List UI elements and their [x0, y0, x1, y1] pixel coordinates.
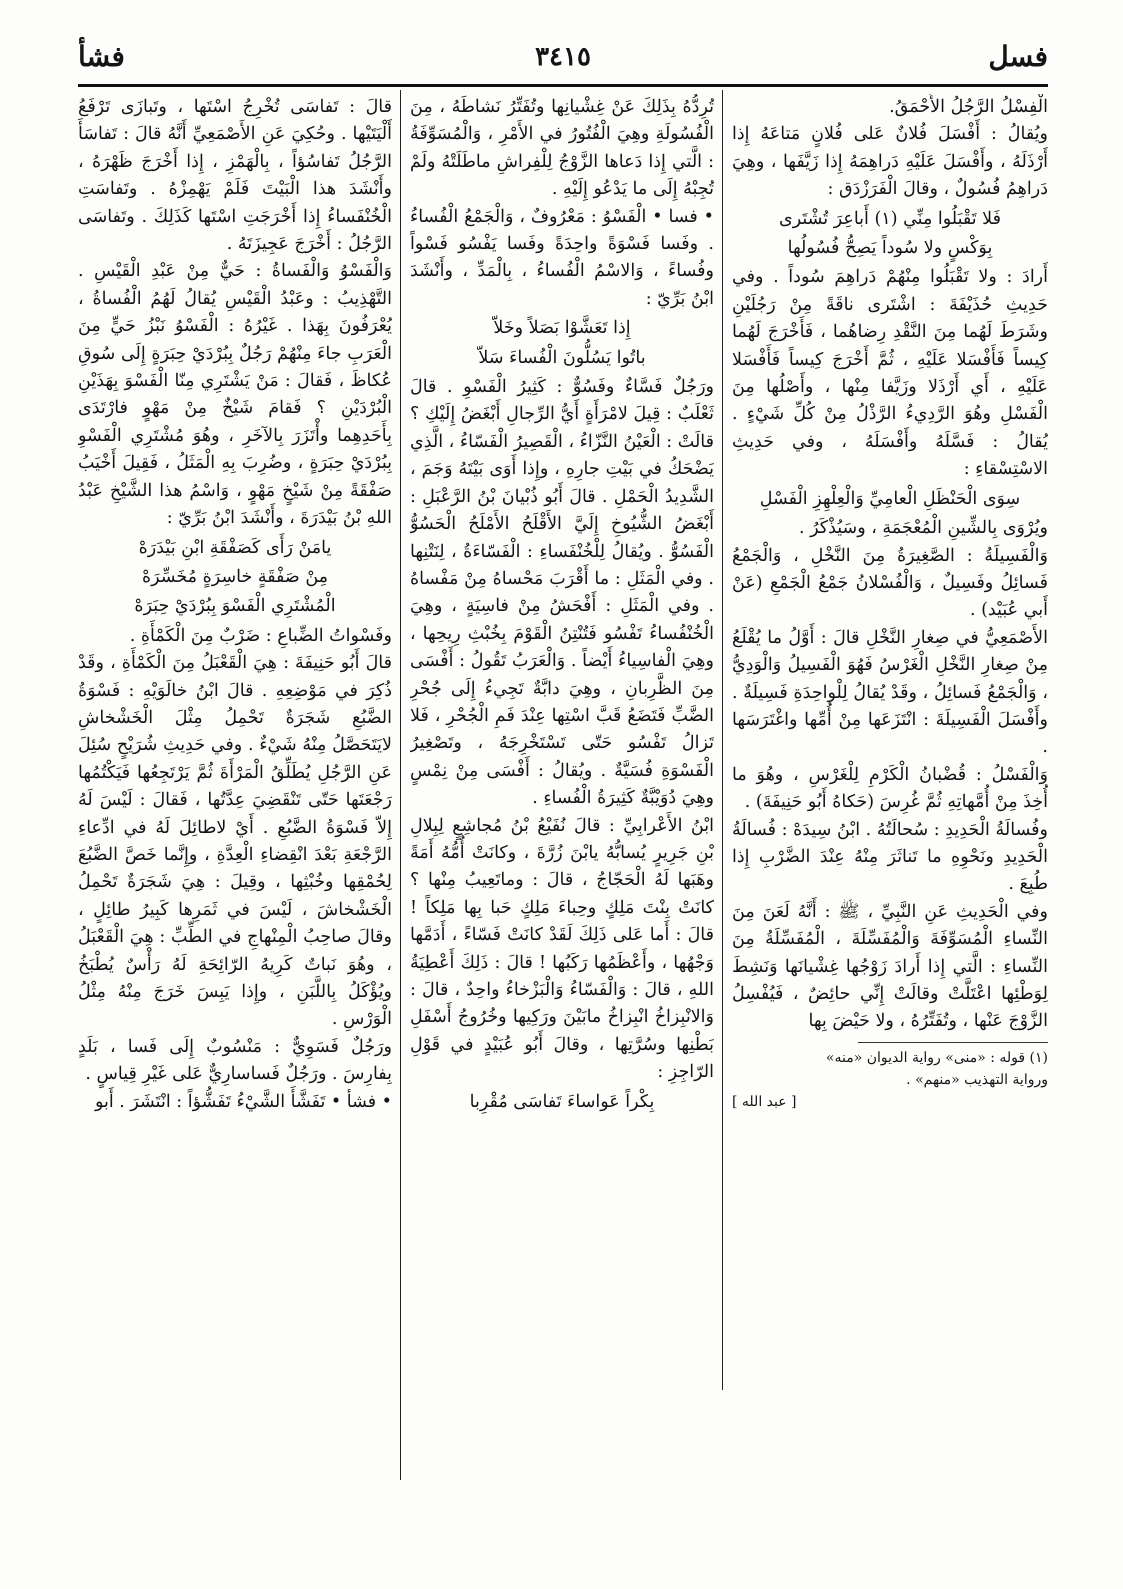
middle-col-paragraph: تُرِدُّهُ بِذَلِكَ عَنْ غِشْيانِها وتُفَتِّرُ نَشاطَهُ ، مِنَ الْفُسُولَةِ وهِيَ الْفُتُورُ في الأَمْرِ ، وَالْمُسَوِّفَةُ : الَّتي إِذا دَعاها الزَّوْجُ لِلْفِراشِ ماطَلَتْهُ ولَمْ تُجِبْهُ إِلَى ما يَدْعُو إِلَيْهِ .	[410, 97, 714, 200]
header-left-word: فشأ	[78, 40, 125, 73]
footnote-line: ورواية التهذيب «منهم» .	[906, 1071, 1048, 1088]
page-header	[78, 40, 1048, 80]
footnote-rule	[858, 1042, 1048, 1043]
middle-col-verse: باتُوا يَسُلُّونَ الْفُساءَ سَلاّ	[478, 347, 646, 368]
right-col-paragraph: وَالْفَسِيلَةُ : الصَّغِيرَةُ مِنَ النَّخْلِ ، وَالْجَمْعُ فَسائِلُ وفَسِيلٌ ، وَالْفُسْلانُ جَمْعُ الْجَمْعِ (عَنْ أَبي عُبَيْد) .	[732, 545, 1048, 621]
right-col-paragraph: أَرادَ : ولا تَقْبَلُوا مِنْهُمْ دَراهِمَ سُوداً . وفي حَدِيثِ حُذَيْفَةَ : اشْتَرى ناقَةً مِنْ رَجُلَيْنِ وشَرَطَ لَهُما مِنَ النَّقْدِ رِضاهُما ، فَأَخْرَجَ لَهُما كِيساً فَأَفْسَلا عَلَيْهِ ، ثُمَّ أَخْرَجَ كِيساً فَأَفْسَلا عَلَيْهِ ، أَي أَرْذَلا وزَيَّفا مِنْها ، وأَصْلُها مِنَ الْفَسْلِ وهُوَ الرَّدِيءُ الرَّذْلُ مِنْ كُلِّ شَيْءٍ . يُقالُ : فَسَّلَهُ وأَفْسَلَهُ ، وفي حَدِيثِ الاسْتِسْقاءِ :	[732, 267, 1048, 480]
right-col-verse: سِوَى الْحَنْظَلِ الْعامِيِّ وَالْعِلْهِزِ الْفَسْلِ	[759, 488, 1021, 509]
right-col-verse: بِوَكْسٍ ولا سُوداً يَصِحُّ فُسُولُها	[787, 238, 993, 259]
middle-col-verse: بِكْراً عَواساءَ تَفاسَى مُقْرِبا	[469, 1091, 655, 1112]
column-left	[78, 94, 392, 1554]
left-col-paragraph: قالَ أَبُو حَنِيفَةَ : هِيَ الْقَعْبَلُ مِنَ الْكَمْأَةِ ، وقَدْ ذُكِرَ في مَوْضِعِهِ . قالَ ابْنُ خالَوَيْهِ : فَسْوَةُ الضَّبُعِ شَجَرَةٌ تَحْمِلُ مِثْلَ الْخَشْخاشِ لايَتَحَصَّلُ مِنْهُ شَيْءٌ . وفي حَدِيثِ شُرَيْحٍ سُئِلَ عَنِ الرَّجُلِ يُطَلِّقُ الْمَرْأَةَ ثُمَّ يَرْتَجِعُها فَيَكْتُمُها رَجْعَتَها حَتّى تَنْقَضِيَ عِدَّتُها ، فَقالَ : لَيْسَ لَهُ إِلاّ فَسْوَةُ الضَّبُعِ . أَيْ لاطائِلَ لَهُ في ادِّعاءِ الرَّجْعَةِ بَعْدَ انْقِضاءِ الْعِدَّةِ ، وإِنَّما خَصَّ الضَّبُعَ لِحُمْقِها وخُبْثِها ، وقِيلَ : هِيَ شَجَرَةٌ تَحْمِلُ الْخَشْخاشَ ، لَيْسَ في ثَمَرِها كَبِيرُ طائِلٍ ، وقالَ صاحِبُ الْمِنْهاجِ في الطِّبِّ : هِيَ الْقَعْبَلُ ، وهُوَ نَباتٌ كَرِيهُ الرّائِحَةِ لَهُ رَأْسٌ يُطْبَخُ ويُؤْكَلُ بِاللَّبَنِ ، وإِذا يَبِسَ خَرَجَ مِنْهُ مِثْلُ الْوَرْسِ .	[78, 653, 392, 1030]
right-col-paragraph: وَالْفَسْلُ : قُضْبانُ الْكَرْمِ لِلْغَرْسِ ، وهُوَ ما أُخِذَ مِنْ أُمَّهاتِهِ ثُمَّ غُرِسَ (حَكاهُ أَبُو حَنِيفَةَ) .	[732, 764, 1048, 813]
header-right-word: فسل	[988, 40, 1048, 73]
middle-col-paragraph: • فسا • الْفَسْوُ : مَعْرُوفٌ ، وَالْجَمْعُ الْفُساءُ . وفَسا فَسْوَةً واحِدَةً وفَسا يَفْسُو فَسْواً وفُساءً ، وَالاسْمُ الْفُساءُ ، بِالْمَدِّ ، وأَنْشَدَ ابْنُ بَرِّيّ :	[410, 206, 714, 309]
left-col-paragraph: ورَجُلٌ فَسَوِيٌّ : مَنْسُوبٌ إِلَى فَسا ، بَلَدٍ بِفارِسَ . ورَجُلٌ فَساسارِيٌّ عَلى غَيْرِ قِياسٍ .	[78, 1036, 392, 1085]
right-col-paragraph: الْفِسْلُ الرَّجُلُ الأَحْمَقُ.	[889, 97, 1048, 117]
left-col-paragraph: قالَ : تَفاسَى تُخْرِجُ اسْتَها ، وتَبازَى تَرْفَعُ أَلْيَتَيْها . وحُكِيَ عَنِ الأَصْمَعِيِّ أَنَّهُ قالَ : تَفاسَأَ الرَّجُلُ تَفاسُؤاً ، بِالْهَمْزِ ، إِذا أَخْرَجَ ظَهْرَهُ ، وأَنْشَدَ هذا الْبَيْتَ فَلَمْ يَهْمِزْهُ . وتَفاسَتِ الْخُنْفَساءُ إِذا أَخْرَجَتِ اسْتَها كَذَلِكَ . وتَفاسَى الرَّجُلُ : أَخْرَجَ عَجِيزَتَهُ .	[78, 97, 392, 255]
right-col-paragraph: ويُرْوَى بِالشِّينِ الْمُعْجَمَةِ ، وسَيُذْكَرُ .	[798, 518, 1048, 539]
right-col-verse: فَلا تَقْبَلُوا مِنِّي (١) أَباعِرَ تُشْتَرى	[779, 208, 1001, 229]
middle-col-verse: إِذا تَعَشَّوْا بَصَلاً وخَلاّ	[493, 318, 631, 339]
left-col-verse: مِنْ صَفْقَةٍ خاسِرَةٍ مُخَسِّرَهْ	[141, 566, 329, 587]
footnote-line: (١) قوله : «منى» رواية الديوان «منه»	[825, 1049, 1048, 1066]
left-col-paragraph: وَالْفَسْوُ وَالْفَساةُ : حَيٌّ مِنْ عَبْدِ الْقَيْسِ . التَّهْذِيبُ : وعَبْدُ الْقَيْسِ يُقالُ لَهُمُ الْفُساةُ ، يُعْرَفُونَ بِهَذا . غَيْرُهُ : الْفَسْوُ نَبْزُ حَيٍّ مِنَ الْعَرَبِ جاءَ مِنْهُمْ رَجُلٌ بِبُرْدَيْ حِبَرَةٍ إِلَى سُوقِ عُكاظَ ، فَقالَ : مَنْ يَشْتَرِي مِنّا الْفَسْوَ بِهَذَيْنِ الْبُرْدَيْنِ ؟ فَقامَ شَيْخٌ مِنْ مَهْوٍ فارْتَدَى بِأَحَدِهِما وأْتَزَرَ بِالآخَرِ ، وهُوَ مُشْتَرِي الْفَسْوِ بِبُرْدَيْ حِبَرَةٍ ، وضُرِبَ بِهِ الْمَثَلُ ، فَقِيلَ أَخْيَبُ صَفْقَةً مِنْ شَيْخٍ مَهْوٍ ، وَاسْمُ هذا الشَّيْخِ عَبْدُ اللهِ بْنُ بَيْدَرَةَ ، وأَنْشَدَ ابْنُ بَرِّيّ :	[78, 261, 392, 529]
left-col-paragraph: • فشأ • تَفَشَّأَ الشَّيْءُ تَفَشُّؤاً : انْتَشَرَ . أَبو	[94, 1091, 392, 1112]
column-right	[732, 94, 1048, 1494]
right-col-paragraph: الأَصْمَعِيُّ في صِغارِ النَّخْلِ قالَ : أَوَّلُ ما يُقْلَعُ مِنْ صِغارِ النَّخْلِ الْغَرْسُ فَهُوَ الْفَسِيلُ وَالْوَدِيُّ ، وَالْجَمْعُ فَسائِلُ ، وقَدْ يُقالُ لِلْواحِدَةِ فَسِيلَةٌ . وأَفْسَلَ الْفَسِيلَةَ : انْتَزَعَها مِنْ أُمِّها واغْتَرَسَها .	[732, 627, 1048, 758]
middle-col-paragraph: ورَجُلٌ فَسَّاءٌ وفَسُوٌّ : كَثِيرُ الْفَسْوِ . قالَ ثَعْلَبٌ : قِيلَ لامْرَأَةٍ أَيُّ الرِّجالِ أَبْغَضُ إِلَيْكِ ؟ قالَتْ : الْعَيْنُ النَّزّاءُ ، الْقَصِيرُ الْفَسّاءُ ، الَّذِي يَضْحَكُ في بَيْتِ جارِهِ ، وإِذا أَوَى بَيْتَهُ وَجَمَ ، الشَّدِيدُ الْحَمْلِ . قالَ أَبُو ذُبْيانَ بْنُ الرَّعْبَلِ : أَبْغَضُ الشُّيُوخِ إِلَيَّ الأَقْلَحُ الأَمْلَحُ الْحَسُوُّ الْفَسُوُّ . ويُقالُ لِلْخُنْفَساءِ : الْفَسّاءَةُ ، لِنَتْنِها . وفي الْمَثَلِ : ما أَقْرَبَ مَحْساهُ مِنْ مَفْساهُ . وفي الْمَثَلِ : أَفْحَشُ مِنْ فاسِيَةٍ ، وهِيَ الْخُنْفُساءُ تَفْسُو فَتُنْتِنُ الْقَوْمَ بِخُبْثِ رِيحِها ، وهِيَ الْفاسِياءُ أَيْضاً . وَالْعَرَبُ تَقُولُ : أَفْسَى مِنَ الظَّرِبانِ ، وهِيَ دابَّةٌ تَجِيءُ إِلَى جُحْرِ الضَّبِّ فَتَضَعُ قَبَّ اسْتِها عِنْدَ فَمِ الْجُحْرِ ، فَلا تَزالُ تَفْسُو حَتّى تَسْتَخْرِجَهُ ، وتَصْغِيرُ الْفَسْوَةِ فُسَيَّةٌ . ويُقالُ : أَفْسَى مِنْ نِمْسٍ وهِيَ دُوَيْبَّةٌ كَثِيرَةُ الْفُساءِ .	[410, 377, 714, 809]
column-divider-left	[400, 90, 401, 1480]
middle-col-paragraph: ابْنُ الأَعْرابِيِّ : قالَ نُفَيْعُ بْنُ مُجاشِعٍ لِبِلالِ بْنِ جَرِيرٍ يُسابُّهُ يابْنَ زُرَّةَ ، وكانَتْ أُمُّهُ أَمَةً وهَبَها لَهُ الْحَجّاجُ ، قالَ : وماتَعِيبُ مِنْها ؟ كانَتْ بِنْتَ مَلِكٍ وحِباءَ مَلِكٍ حَبا بِها مَلِكاً ! قالَ : أَما عَلى ذَلِكَ لَقَدْ كانَتْ فَسّاءً ، أَدَمَّها وَجْهُها ، وأَعْظَمُها رَكَبُها ! قالَ : ذَلِكَ أَعْطِيَةُ اللهِ ، قالَ : وَالْفَسّاءُ وَالْبَزْخاءُ واحِدٌ ، قالَ : وَالانْبِزاخُ انْبِزاخُ مابَيْنَ ورَكِيها وخُرُوجُ أَسْفَلِ بَطْنِها وسُرَّتِها ، وقالَ أَبُو عُبَيْدٍ في قَوْلِ الرّاجِزِ :	[410, 815, 714, 1083]
left-col-paragraph: وفَسْواتُ الضِّباعِ : ضَرْبٌ مِنَ الْكَمْأَةِ .	[129, 625, 392, 646]
right-col-paragraph: وفي الْحَدِيثِ عَنِ النَّبِيِّ ، ﷺ : أَنَّهُ لَعَنَ مِنَ النِّساءِ الْمُسَوِّفَةَ وَالْمُفَسِّلَةَ ، الْمُفَسِّلَةُ مِنَ النِّساءِ : الَّتي إِذا أَرادَ زَوْجُها غِشْيانَها وَنَشِطَ لِوَطْئِها اعْتَلَّتْ وقالَتْ إِنِّي حائِضٌ ، فَيُفْسِلُ الزَّوْجَ عَنْها ، وتُفَتِّرُهُ ، ولا حَيْضَ بِها	[732, 901, 1048, 1032]
column-middle	[410, 94, 714, 1554]
right-col-paragraph: ويُقالُ : أَفْسَلَ فُلانٌ عَلى فُلانٍ مَتاعَهُ إِذا أَرْذَلَهُ ، وأَفْسَلَ عَلَيْهِ دَراهِمَهُ إِذا زَيَّفَها ، وهِيَ دَراهِمُ فُسُولٌ ، وقالَ الْفَرَزْدَق :	[732, 124, 1048, 200]
left-col-verse: الْمُشْتَرِي الْفَسْوَ بِبُرْدَيْ حِبَرَهْ	[134, 596, 336, 617]
header-rule	[78, 84, 1048, 87]
page-number: ٣٤١٥	[535, 42, 591, 72]
right-col-paragraph: وفُسالَةُ الْحَدِيدِ : سُحالَتُهُ . ابْنُ سِيدَهْ : فُسالَةُ الْحَدِيدِ ونَحْوِهِ ما تَناثَرَ مِنْهُ عِنْدَ الضَّرْبِ إِذا طُبِعَ .	[732, 819, 1048, 895]
column-divider-right	[722, 90, 723, 1390]
left-col-verse: يامَنْ رَأَى كَصَفْقَةِ ابْنِ بَيْدَرَهْ	[138, 537, 332, 558]
footnote-line: [ عبد الله ]	[732, 1093, 797, 1110]
